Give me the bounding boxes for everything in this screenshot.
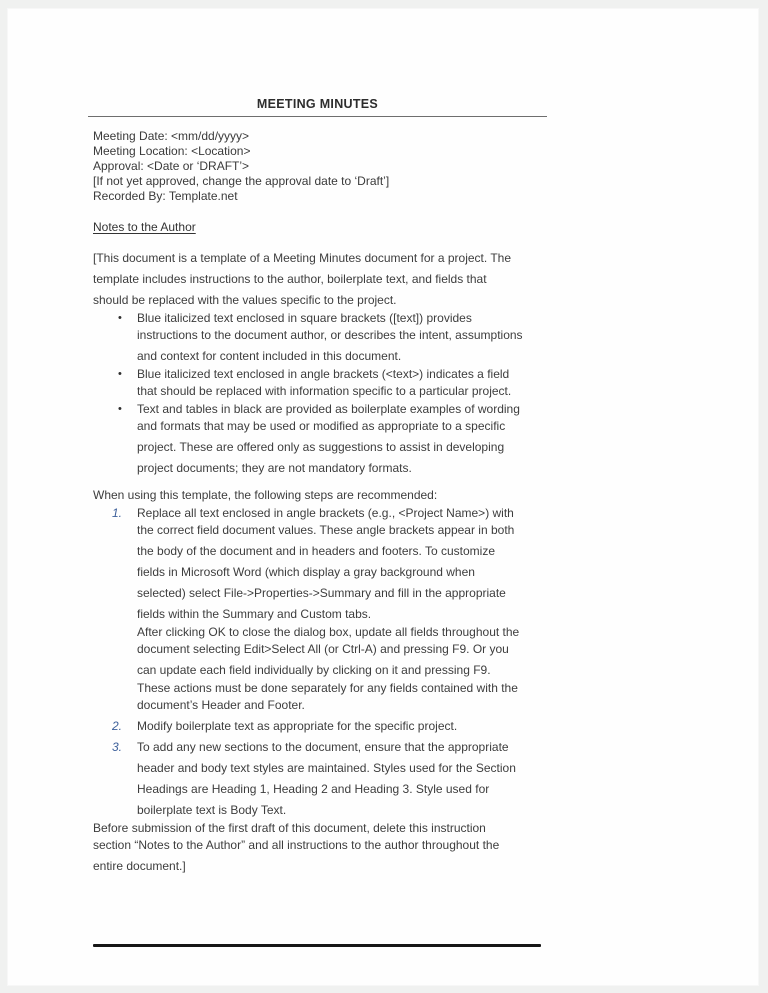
line-text: When using this template, the following steps are recommended:	[93, 488, 438, 502]
document-line	[93, 402, 540, 416]
meta-line-meeting-location: Meeting Location: <Location>	[93, 144, 251, 158]
line-text: can update each field individually by clicking on it and pressing F9.	[137, 663, 491, 677]
document-line	[93, 485, 540, 506]
document-line	[93, 681, 540, 695]
meta-block	[93, 129, 540, 204]
document-line	[93, 506, 540, 520]
meta-line-meeting-date: Meeting Date: <mm/dd/yyyy>	[93, 129, 250, 143]
document-line	[93, 835, 540, 856]
document-line	[93, 248, 540, 269]
line-text: These actions must be done separately for any fields contained with the	[137, 681, 518, 695]
document-line	[93, 290, 540, 311]
line-text: project documents; they are not mandatory formats.	[137, 461, 412, 475]
line-text: template includes instructions to the author, boilerplate text, and fields that	[93, 272, 487, 286]
line-text: and formats that may be used or modified as appropriate to a specific	[137, 419, 506, 433]
list-number: 3.	[112, 740, 123, 754]
line-text: [This document is a template of a Meeting Minutes document for a project. The	[93, 251, 511, 265]
document-line	[93, 856, 540, 877]
line-text: header and body text styles are maintained. Styles used for the Section	[137, 761, 516, 775]
document-line	[93, 758, 540, 779]
meta-line-approval: Approval: <Date or ‘DRAFT’>	[93, 159, 250, 173]
line-text: document’s Header and Footer.	[137, 698, 305, 712]
document-line	[93, 821, 540, 835]
document-line	[93, 660, 540, 681]
meta-line-recorded-by: Recorded By: Template.net	[93, 189, 238, 203]
line-text: entire document.]	[93, 859, 186, 873]
line-text: Modify boilerplate text as appropriate for the specific project.	[137, 719, 458, 733]
document-body-lines	[93, 248, 540, 877]
line-text: Headings are Heading 1, Heading 2 and Heading 3. Style used for	[137, 782, 490, 796]
line-text: should be replaced with the values specific to the project.	[93, 293, 397, 307]
line-text: Blue italicized text enclosed in angle brackets (<text>) indicates a field	[137, 367, 510, 381]
document-line	[93, 381, 540, 402]
line-text: Blue italicized text enclosed in square brackets ([text]) provides	[137, 311, 472, 325]
section-heading-notes-to-the-author: Notes to the Author	[93, 220, 196, 234]
document-line	[93, 346, 540, 367]
document-content	[93, 97, 540, 877]
line-text: the body of the document and in headers and footers. To customize	[137, 544, 496, 558]
document-line	[93, 604, 540, 625]
line-text: project. These are offered only as suggestions to assist in developing	[137, 440, 505, 454]
document-line	[93, 716, 540, 737]
document-line	[93, 541, 540, 562]
document-line	[93, 416, 540, 437]
list-number: 2.	[112, 719, 123, 733]
document-line	[93, 737, 540, 758]
document-line	[93, 779, 540, 800]
footer-rule	[93, 944, 541, 947]
line-text: Before submission of the first draft of this document, delete this instruction	[93, 821, 486, 835]
line-text: To add any new sections to the document, ensure that the appropriate	[137, 740, 509, 754]
bullet-icon: •	[118, 368, 122, 380]
document-line	[93, 311, 540, 325]
line-text: fields within the Summary and Custom tabs.	[137, 607, 372, 621]
document-line	[93, 562, 540, 583]
bullet-icon: •	[118, 403, 122, 415]
list-number: 1.	[112, 506, 123, 520]
line-text: and context for content included in this document.	[137, 349, 402, 363]
line-text: Replace all text enclosed in angle brackets (e.g., <Project Name>) with	[137, 506, 514, 520]
line-text: After clicking OK to close the dialog box, update all fields throughout the	[137, 625, 520, 639]
line-text: boilerplate text is Body Text.	[137, 803, 287, 817]
document-line	[93, 520, 540, 541]
line-text: section “Notes to the Author” and all instructions to the author throughout the	[93, 838, 500, 852]
line-text: that should be replaced with information specific to a particular project.	[137, 384, 512, 398]
line-text: selected) select File->Properties->Summary and fill in the appropriate	[137, 586, 506, 600]
document-line	[93, 639, 540, 660]
page-title: MEETING MINUTES	[88, 97, 547, 117]
document-line	[93, 583, 540, 604]
document-line	[93, 800, 540, 821]
document-page	[7, 8, 759, 986]
line-text: instructions to the document author, or describes the intent, assumptions	[137, 328, 523, 342]
bullet-icon: •	[118, 312, 122, 324]
document-line	[93, 437, 540, 458]
document-line	[93, 325, 540, 346]
document-line	[93, 695, 540, 716]
line-text: Text and tables in black are provided as boilerplate examples of wording	[137, 402, 520, 416]
document-line	[93, 269, 540, 290]
document-line	[93, 367, 540, 381]
meta-line-approval-note: [If not yet approved, change the approval date to ‘Draft’]	[93, 174, 390, 188]
line-text: fields in Microsoft Word (which display a gray background when	[137, 565, 475, 579]
document-line	[93, 625, 540, 639]
document-line	[93, 458, 540, 479]
line-text: document selecting Edit>Select All (or Ctrl-A) and pressing F9. Or you	[137, 642, 509, 656]
line-text: the correct field document values. These angle brackets appear in both	[137, 523, 515, 537]
